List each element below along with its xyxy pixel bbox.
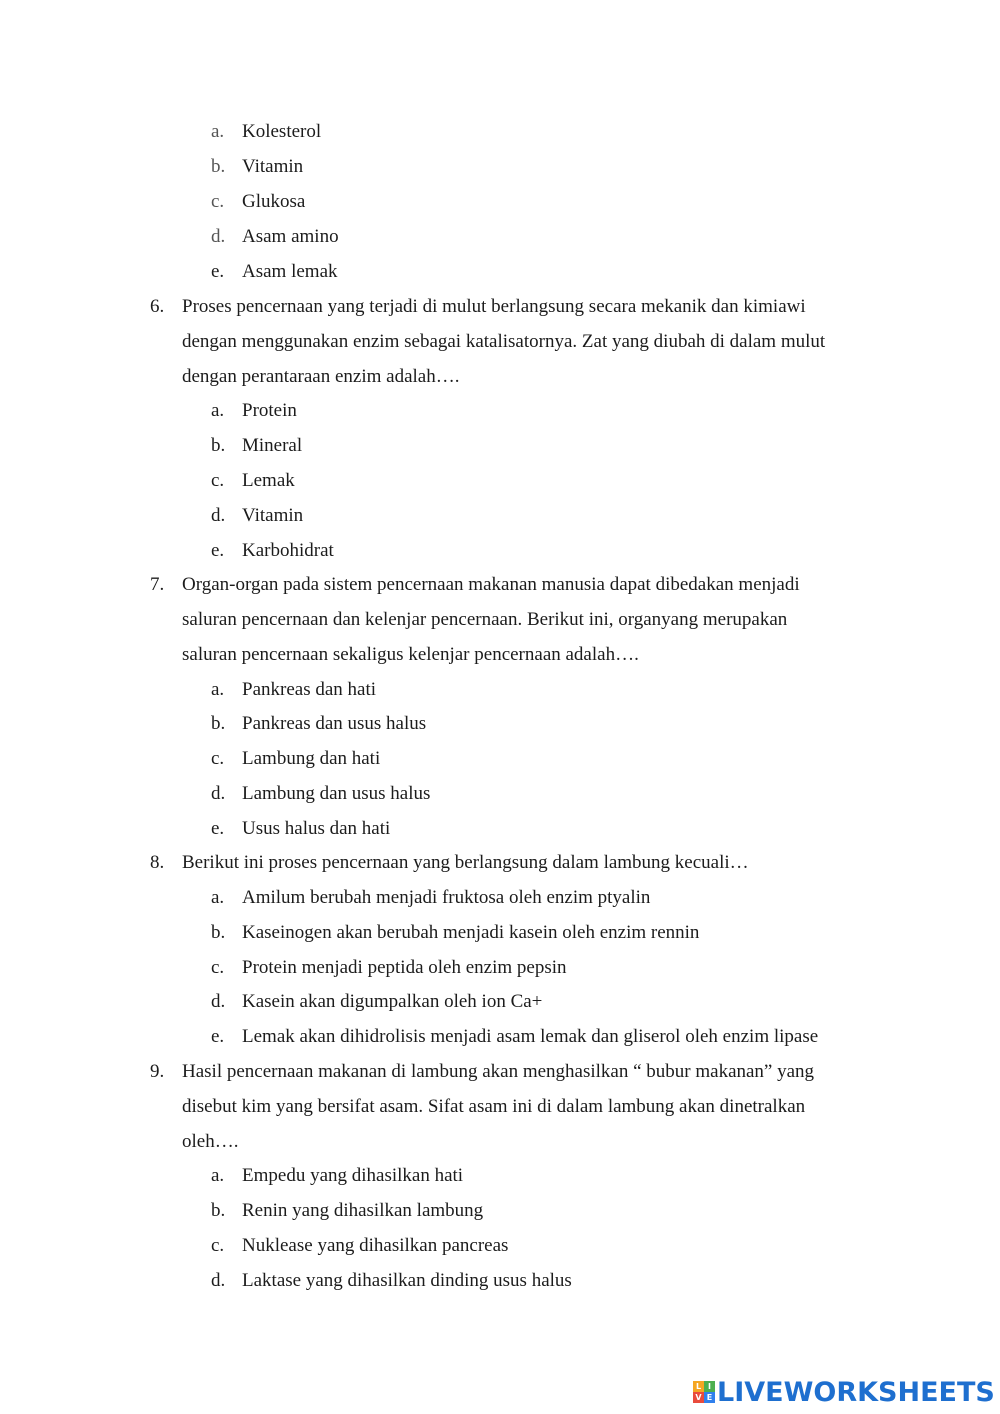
option-text: Renin yang dihasilkan lambung (242, 1200, 484, 1221)
logo-cell: E (704, 1392, 715, 1403)
question-text: dengan perantaraan enzim adalah…. (182, 366, 460, 387)
question-text: Organ-organ pada sistem pencernaan makanan manusia dapat dibedakan menjadi (182, 574, 800, 595)
logo-cell: I (704, 1381, 715, 1392)
option-letter: e. (211, 540, 225, 561)
question-number: 6. (150, 296, 165, 317)
liveworksheets-logo (693, 1375, 995, 1409)
option-text: Lambung dan usus halus (242, 783, 431, 804)
question-text: saluran pencernaan dan kelenjar pencernaan. Berikut ini, organyang merupakan (182, 609, 788, 630)
option-text: Mineral (242, 435, 303, 456)
option-letter: a. (211, 1165, 225, 1186)
watermark-text: LIVEWORKSHEETS (717, 1376, 995, 1408)
option-text: Kaseinogen akan berubah menjadi kasein oleh enzim rennin (242, 922, 700, 943)
option-text: Lambung dan hati (242, 748, 381, 769)
question-text: Proses pencernaan yang terjadi di mulut berlangsung secara mekanik dan kimiawi (182, 296, 806, 317)
option-text: Asam amino (242, 226, 339, 247)
question-text: oleh…. (182, 1131, 239, 1152)
question-number: 9. (150, 1061, 165, 1082)
option-letter: e. (211, 1026, 225, 1047)
option-text: Protein menjadi peptida oleh enzim pepsin (242, 957, 567, 978)
option-text: Asam lemak (242, 261, 338, 282)
option-letter: d. (211, 1270, 226, 1291)
question-text: saluran pencernaan sekaligus kelenjar pencernaan adalah…. (182, 644, 639, 665)
option-letter: d. (211, 505, 226, 526)
option-letter: e. (211, 261, 225, 282)
question-text: dengan menggunakan enzim sebagai katalisatornya. Zat yang diubah di dalam mulut (182, 331, 826, 352)
option-letter: d. (211, 783, 226, 804)
option-letter: a. (211, 679, 225, 700)
option-letter: c. (211, 191, 225, 212)
option-text: Protein (242, 400, 297, 421)
question-number: 7. (150, 574, 165, 595)
option-text: Pankreas dan usus halus (242, 713, 427, 734)
option-text: Kasein akan digumpalkan oleh ion Ca+ (242, 991, 543, 1012)
question-number: 8. (150, 852, 165, 873)
option-letter: c. (211, 957, 225, 978)
option-letter: b. (211, 435, 226, 456)
option-letter: e. (211, 818, 225, 839)
option-text: Laktase yang dihasilkan dinding usus halus (242, 1270, 572, 1291)
option-letter: b. (211, 156, 226, 177)
logo-mark-icon (693, 1381, 715, 1403)
option-letter: a. (211, 121, 225, 142)
question-text: disebut kim yang bersifat asam. Sifat asam ini di dalam lambung akan dinetralkan (182, 1096, 806, 1117)
logo-cell: V (693, 1392, 704, 1403)
option-letter: b. (211, 1200, 226, 1221)
option-letter: b. (211, 713, 226, 734)
option-text: Amilum berubah menjadi fruktosa oleh enzim ptyalin (242, 887, 651, 908)
question-text: Berikut ini proses pencernaan yang berlangsung dalam lambung kecuali… (182, 852, 749, 873)
option-text: Usus halus dan hati (242, 818, 391, 839)
option-letter: d. (211, 991, 226, 1012)
option-text: Nuklease yang dihasilkan pancreas (242, 1235, 509, 1256)
option-text: Karbohidrat (242, 540, 334, 561)
option-letter: b. (211, 922, 226, 943)
option-letter: c. (211, 748, 225, 769)
option-text: Vitamin (242, 156, 304, 177)
option-text: Lemak (242, 470, 295, 491)
option-text: Kolesterol (242, 121, 322, 142)
option-text: Empedu yang dihasilkan hati (242, 1165, 464, 1186)
option-letter: a. (211, 400, 225, 421)
option-text: Vitamin (242, 505, 304, 526)
question-text: Hasil pencernaan makanan di lambung akan menghasilkan “ bubur makanan” yang (182, 1061, 815, 1082)
option-letter: d. (211, 226, 226, 247)
option-letter: a. (211, 887, 225, 908)
option-text: Lemak akan dihidrolisis menjadi asam lemak dan gliserol oleh enzim lipase (242, 1026, 819, 1047)
option-letter: c. (211, 1235, 225, 1256)
option-letter: c. (211, 470, 225, 491)
option-text: Pankreas dan hati (242, 679, 377, 700)
option-text: Glukosa (242, 191, 306, 212)
logo-cell: L (693, 1381, 704, 1392)
